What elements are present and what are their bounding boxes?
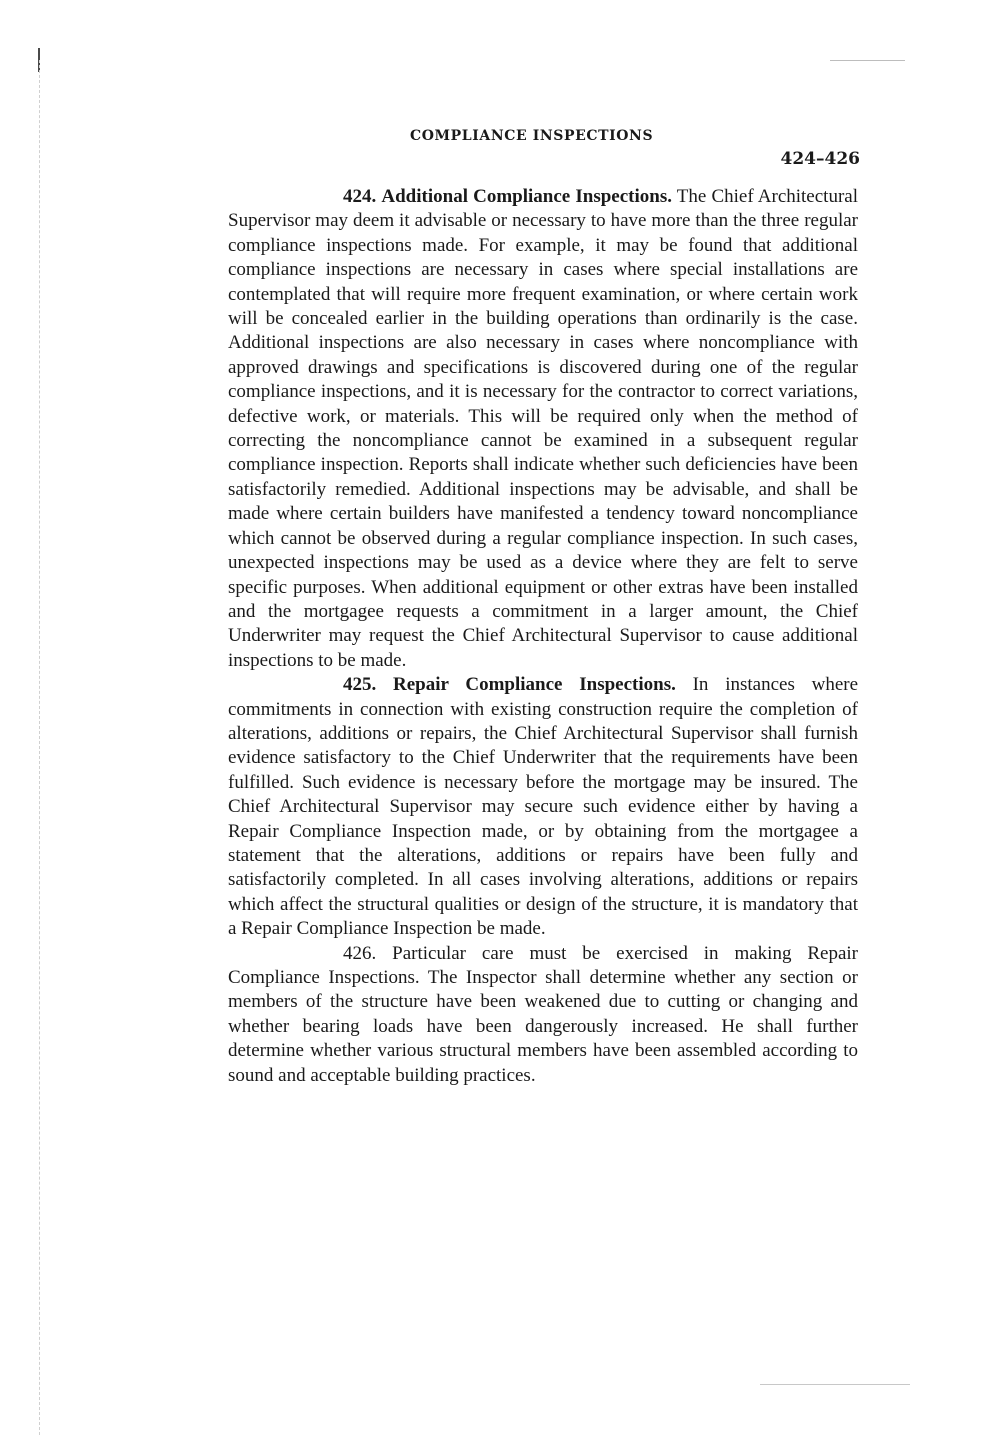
- section-number: 424.: [343, 186, 377, 207]
- scan-top-rule: [830, 60, 905, 61]
- section-title: Repair Compliance Inspections.: [393, 674, 676, 696]
- scan-edge-line: [39, 60, 40, 1435]
- section-number: 425.: [343, 674, 377, 696]
- section-425: [228, 673, 858, 941]
- section-number: 426.: [343, 942, 377, 964]
- section-426: [228, 942, 858, 1088]
- section-text: Particular care must be exercised in making Repair Compliance Inspections. The Inspector shall determine whether any section or members of the structure have been weakened due to cutting or changing and whether bearing loads have been dangerously increased. He shall further determine whether various structural members have been assembled according to sound and acceptable building practices.: [228, 942, 859, 1086]
- page-range: 424–426: [780, 149, 860, 169]
- section-title: Additional Compliance Inspections.: [381, 186, 672, 207]
- section-text: In instances where commitments in connection with existing construction require the completion of alterations, additions or repairs, the Chief Architectural Supervisor shall furnish evidence satisfactory to the Chief Underwriter that the requirements have been fulfilled. Such evidence is necessary before the mortgage may be insured. The Chief Architectural Supervisor may secure such evidence either by having a Repair Compliance Inspection made, or by obtaining from the mortgagee a statement that the alterations, additions or repairs have been fully and satisfactorily completed. In all cases involving alterations, additions or repairs which affect the structural qualities or design of the structure, it is mandatory that a Repair Compliance Inspection be made.: [228, 674, 859, 940]
- running-head: COMPLIANCE INSPECTIONS: [410, 128, 654, 144]
- section-424: [228, 185, 858, 673]
- section-text: The Chief Architectural Supervisor may deem it advisable or necessary to have more than the three regular compliance inspections made. For example, it may be found that additional compliance inspections are necessary in cases where special installations are contemplated that will require more frequent examination, or where certain work will be concealed earlier in the building operations than ordinarily is the case. Additional inspections are also necessary in cases where noncompliance with approved drawings and specifications is discovered during one of the regular compliance inspections, and it is necessary for the contractor to correct variations, defective work, or materials. This will be required only when the method of correcting the noncompliance cannot be examined in a subsequent regular compliance inspection. Reports shall indicate whether such deficiencies have been satisfactorily remedied. Additional inspections may be advisable, and shall be made where certain builders have manifested a tendency toward noncompliance which cannot be observed during a regular compliance inspection. In such cases, unexpected inspections may be used as a device where they are felt to serve specific purposes. When additional equipment or other extras have been installed and the mortgagee requests a commitment in a larger amount, the Chief Underwriter may request the Chief Architectural Supervisor to cause additional inspections to be made.: [228, 186, 858, 671]
- scan-bottom-rule: [760, 1384, 910, 1385]
- body-text: [228, 185, 858, 1088]
